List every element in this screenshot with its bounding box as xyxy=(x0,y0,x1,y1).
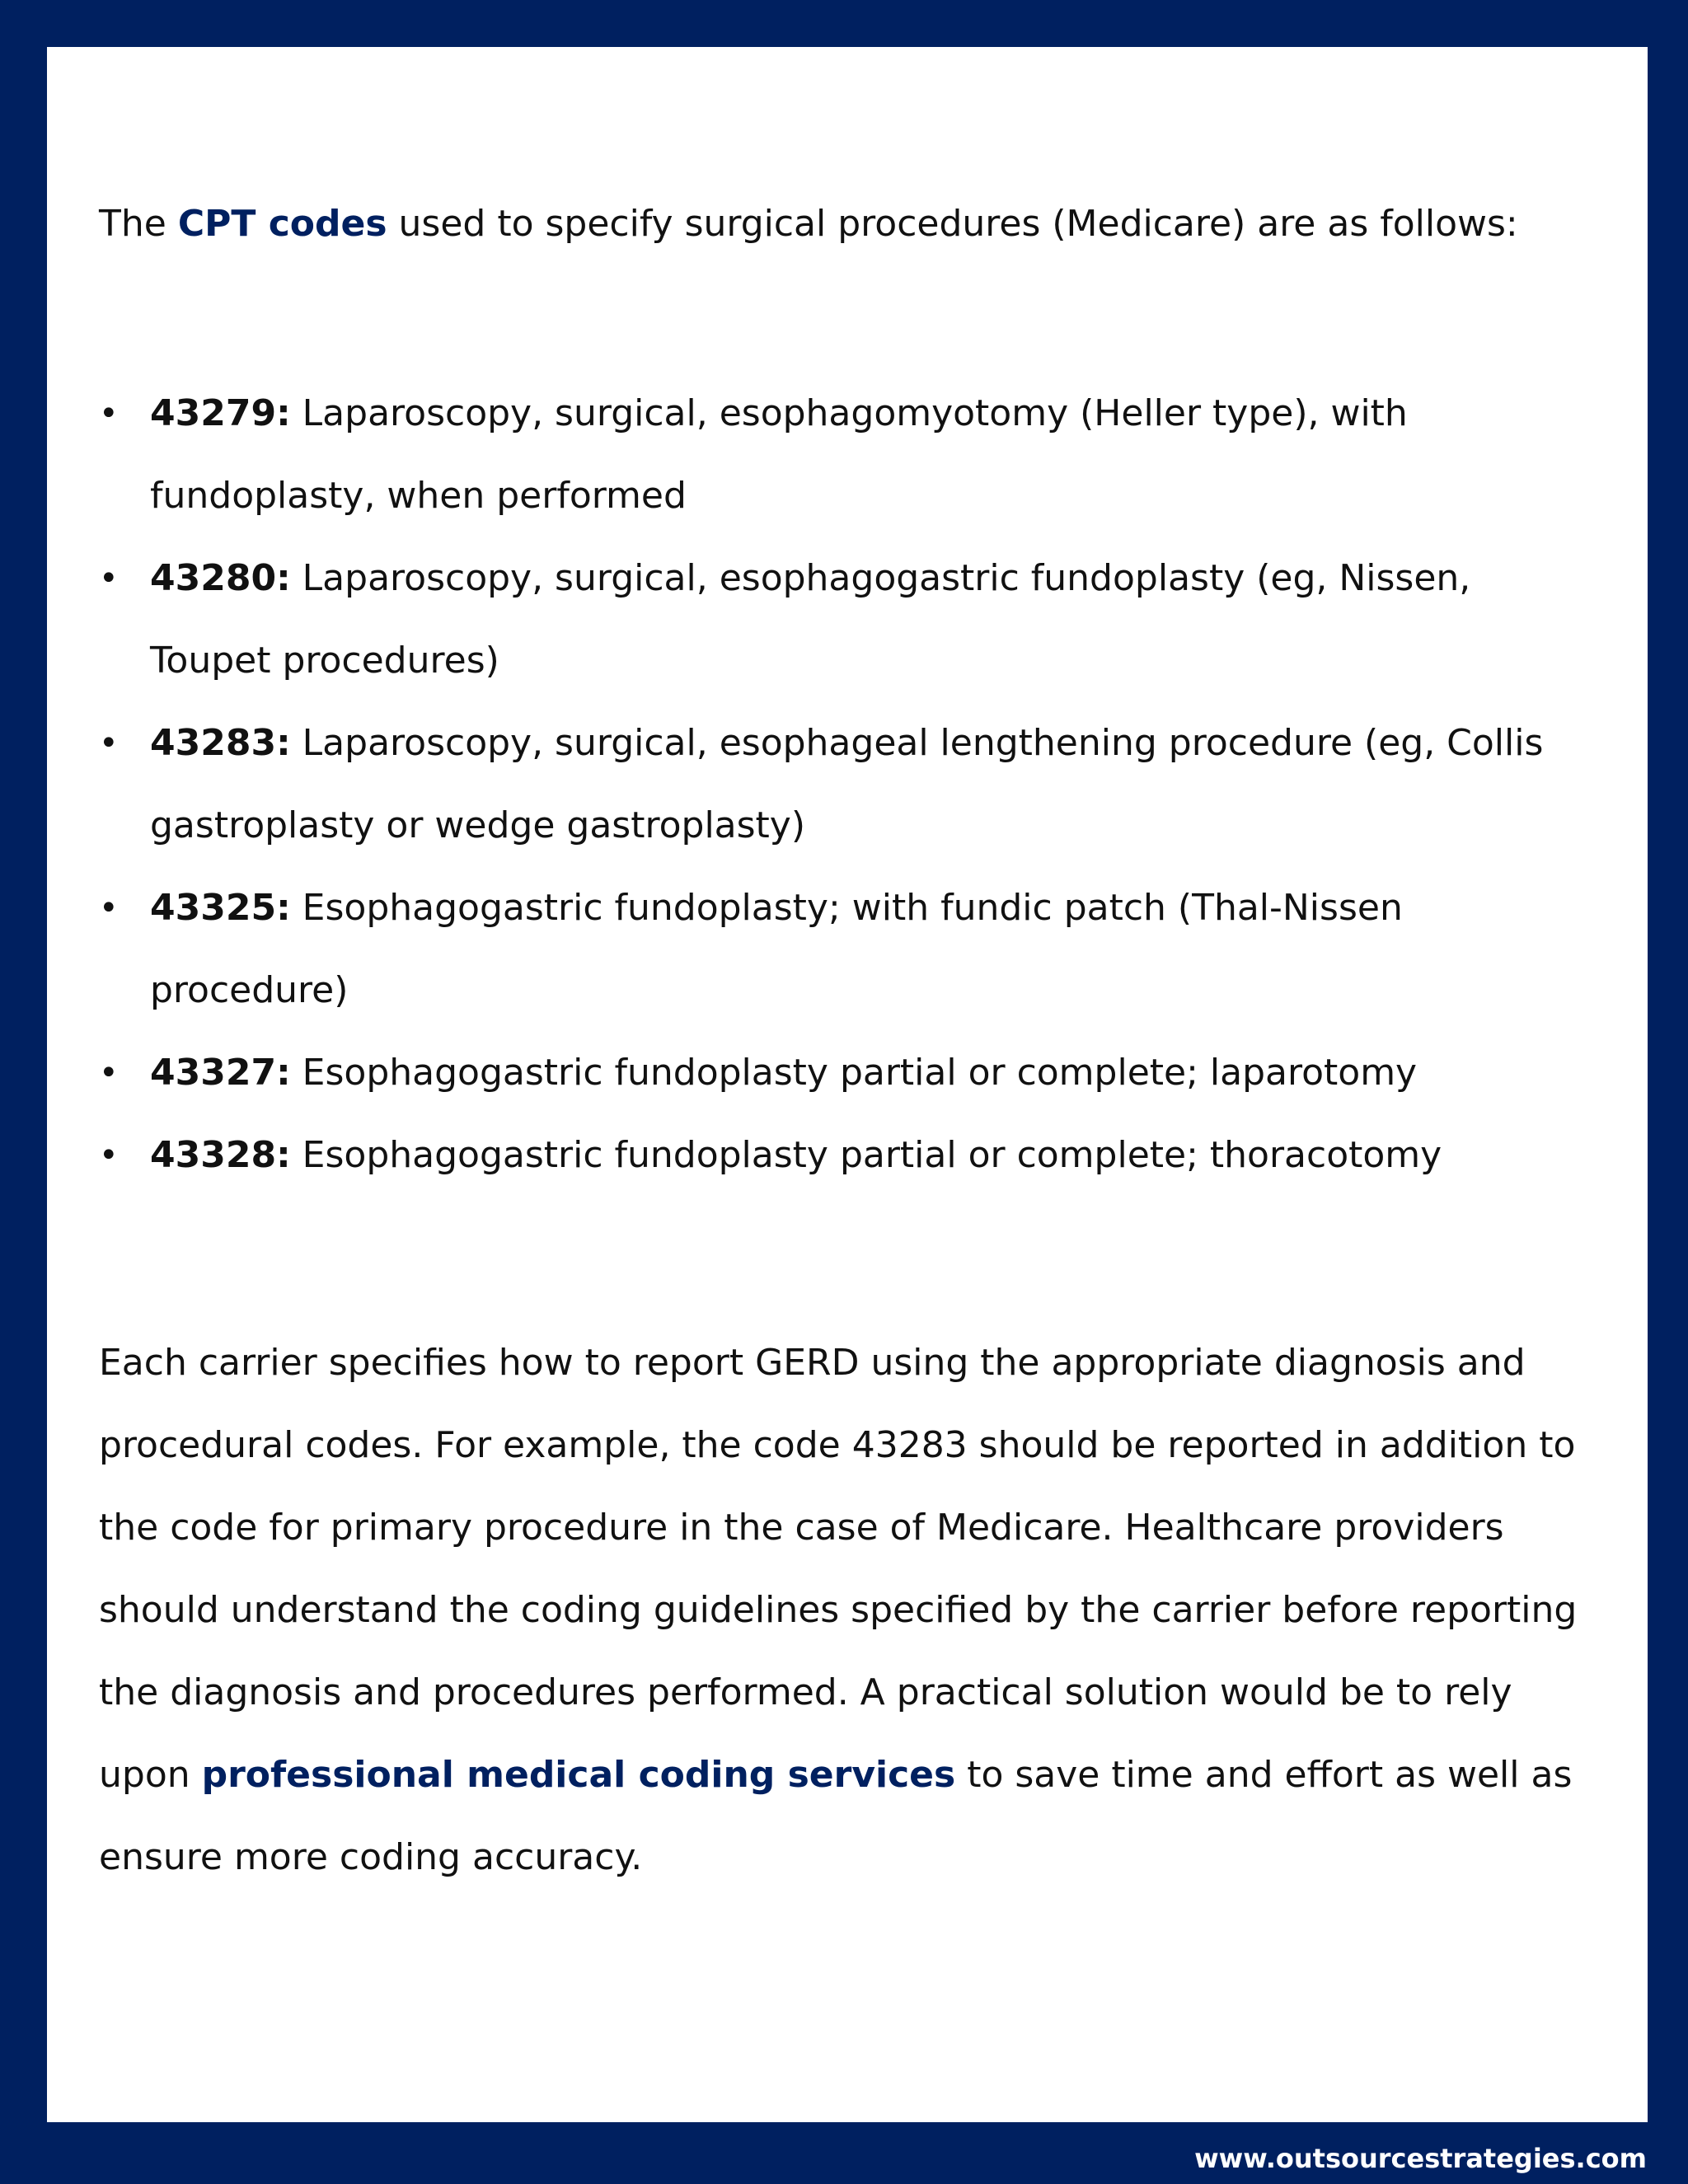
intro-text-before: The xyxy=(99,203,178,245)
cpt-description: Esophagogastric fundoplasty partial or complete; thoracotomy xyxy=(302,1134,1442,1176)
content-panel xyxy=(47,47,1648,2122)
coding-services-link[interactable]: professional medical coding services xyxy=(201,1754,956,1796)
bullet-icon: • xyxy=(99,1137,119,1174)
cpt-codes-link[interactable]: CPT codes xyxy=(177,203,387,245)
list-item xyxy=(99,702,1599,867)
summary-text-after: to save time and effort as well as ensure more coding accuracy. xyxy=(99,1754,1573,1878)
summary-text-before: Each carrier specifies how to report GERD using the appropriate diagnosis and procedural codes. For example, the code 43283 should be reported in addition to the code for primary procedure in the case of Medicare. Healthcare providers should understand the coding guidelines specified by the carrier before reporting the diagnosis and procedures performed. A practical solution would be to rely upon xyxy=(99,1342,1578,1796)
cpt-code: 43280: xyxy=(150,557,291,599)
intro-paragraph xyxy=(99,183,1518,265)
cpt-code: 43283: xyxy=(150,722,291,764)
bullet-icon: • xyxy=(99,889,119,927)
list-item xyxy=(99,537,1599,702)
cpt-description: Esophagogastric fundoplasty; with fundic patch (Thal-Nissen procedure) xyxy=(150,887,1403,1011)
cpt-code: 43327: xyxy=(150,1052,291,1094)
cpt-description: Laparoscopy, surgical, esophagogastric fundoplasty (eg, Nissen, Toupet procedures) xyxy=(150,557,1471,682)
cpt-code: 43325: xyxy=(150,887,291,929)
bullet-icon: • xyxy=(99,1054,119,1092)
list-item xyxy=(99,1114,1599,1197)
cpt-description: Laparoscopy, surgical, esophagomyotomy (Heller type), with fundoplasty, when performed xyxy=(150,392,1408,517)
bullet-icon: • xyxy=(99,560,119,598)
bullet-icon: • xyxy=(99,724,119,762)
bullet-icon: • xyxy=(99,395,119,433)
list-item xyxy=(99,1032,1599,1114)
cpt-description: Laparoscopy, surgical, esophageal lengthening procedure (eg, Collis gastroplasty or wedge gastroplasty) xyxy=(150,722,1544,846)
cpt-code-list xyxy=(99,373,1599,1197)
list-item xyxy=(99,373,1599,537)
cpt-code: 43328: xyxy=(150,1134,291,1176)
list-item xyxy=(99,867,1599,1032)
intro-text-after: used to specify surgical procedures (Medicare) are as follows: xyxy=(387,203,1518,245)
cpt-code: 43279: xyxy=(150,392,291,434)
cpt-description: Esophagogastric fundoplasty partial or complete; laparotomy xyxy=(302,1052,1418,1094)
summary-paragraph xyxy=(99,1322,1599,1899)
footer-website-link[interactable]: www.outsourcestrategies.com xyxy=(1194,2143,1647,2174)
